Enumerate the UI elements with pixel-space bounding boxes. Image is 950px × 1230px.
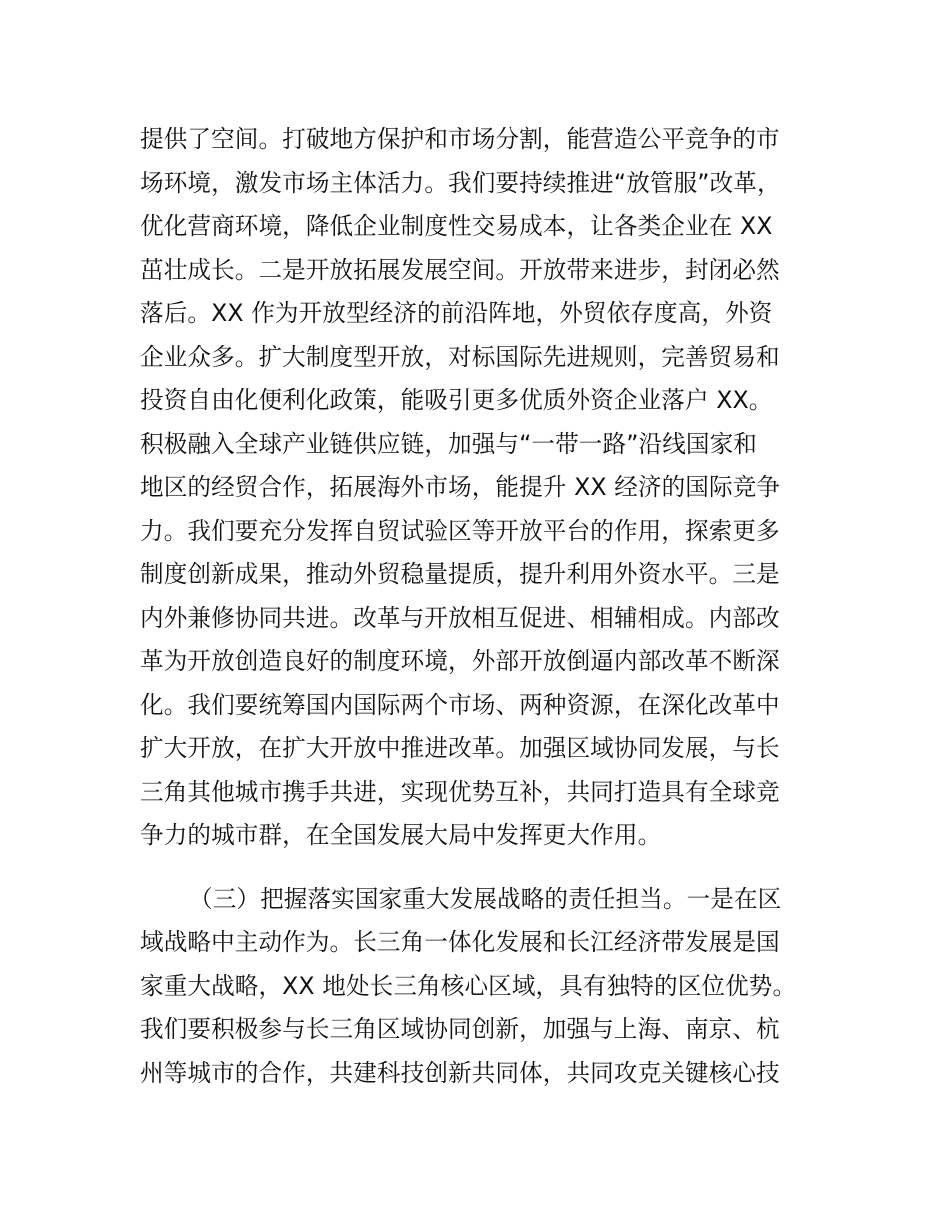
paragraph: [140, 878, 820, 1096]
text-line: 州等城市的合作，共建科技创新共同体，共同攻克关键核心技: [140, 1058, 780, 1087]
text-line: 域战略中主动作为。长三角一体化发展和长江经济带发展是国: [140, 928, 780, 956]
text-line: 场环境，激发市场主体活力。我们要持续推进“放管服”改革，: [140, 168, 781, 197]
text-line: 地区的经贸合作，拓展海外市场，能提升 XX 经济的国际竞争: [140, 473, 781, 501]
text-line: 力。我们要充分发挥自贸试验区等开放平台的作用，探索更多: [140, 516, 780, 545]
text-line: 化。我们要统筹国内国际两个市场、两种资源，在深化改革中: [140, 690, 780, 719]
text-line: 扩大开放，在扩大开放中推进改革。加强区域协同发展，与长: [140, 734, 780, 762]
document-body: [140, 118, 820, 1095]
text-line: 企业众多。扩大制度型开放，对标国际先进规则，完善贸易和: [140, 342, 780, 371]
paragraph: [140, 118, 820, 858]
text-line: 优化营商环境，降低企业制度性交易成本，让各类企业在 XX: [140, 212, 773, 240]
text-line: 积极融入全球产业链供应链，加强与“一带一路”沿线国家和: [140, 429, 757, 458]
text-line: 三角其他城市携手共进，实现优势互补，共同打造具有全球竞: [140, 777, 780, 806]
text-line: （三）把握落实国家重大发展战略的责任担当。一是在区: [189, 884, 782, 913]
text-line: 制度创新成果，推动外贸稳量提质，提升利用外资水平。三是: [140, 560, 780, 588]
text-line: 提供了空间。打破地方保护和市场分割，能营造公平竞争的市: [140, 125, 780, 153]
paragraph-spacer: [140, 858, 820, 878]
text-line: 投资自由化便利化政策，能吸引更多优质外资企业落户 XX。: [140, 386, 773, 414]
text-line: 家重大战略，XX 地处长三角核心区域，具有独特的区位优势。: [140, 971, 797, 1000]
text-line: 落后。XX 作为开放型经济的前沿阵地，外贸依存度高，外资: [140, 299, 773, 327]
text-line: 内外兼修协同共进。改革与开放相互促进、相辅相成。内部改: [140, 603, 780, 632]
text-line: 革为开放创造良好的制度环境，外部开放倒逼内部改革不断深: [140, 647, 780, 675]
text-line: 我们要积极参与长三角区域协同创新，加强与上海、南京、杭: [140, 1015, 780, 1043]
text-line: 茁壮成长。二是开放拓展发展空间。开放带来进步，封闭必然: [140, 255, 780, 284]
text-line: 争力的城市群，在全国发展大局中发挥更大作用。: [140, 821, 662, 849]
